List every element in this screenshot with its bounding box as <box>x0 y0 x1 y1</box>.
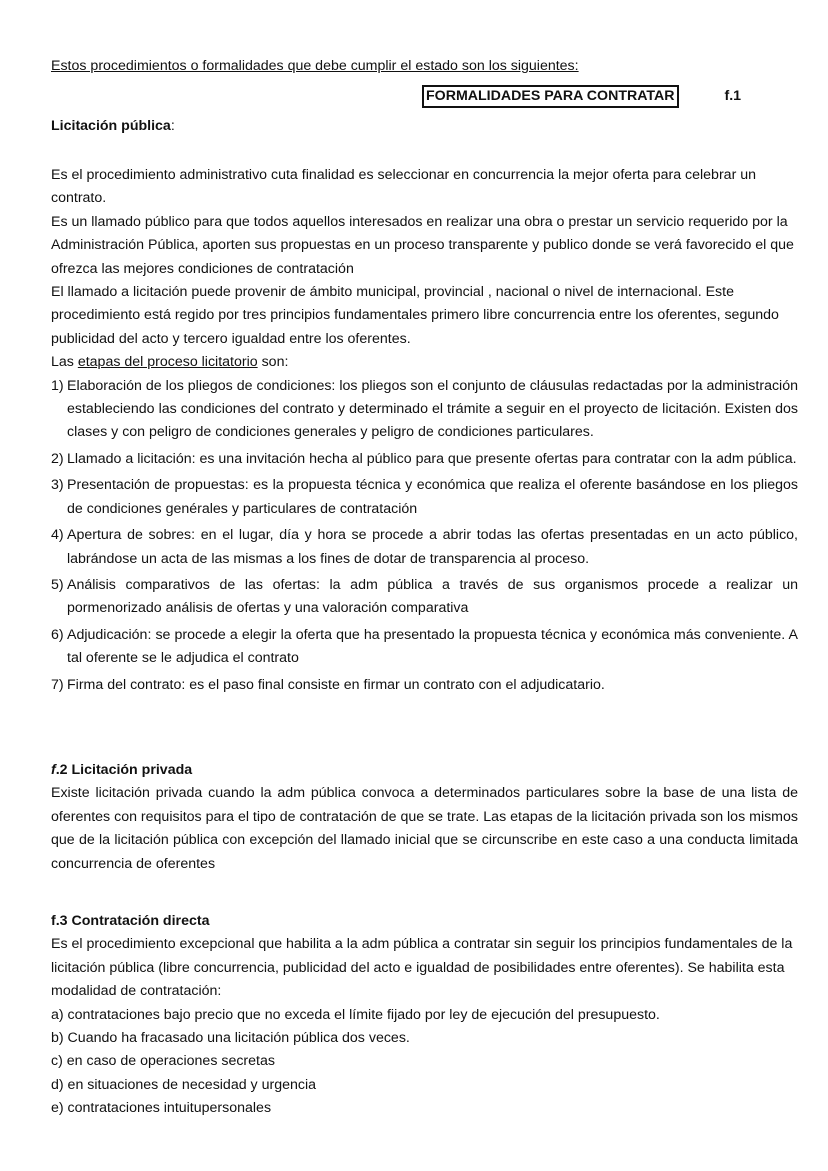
paragraph-llamado: Es un llamado público para que todos aquellos interesados en realizar una obra o prestar un servicio requerido por la Administración Pública, aporten sus propuestas en un proceso transparente y publico donde se verá favorecido el que ofrezca las mejores condiciones de contratación <box>51 213 794 277</box>
paragraph-privada: Existe licitación privada cuando la adm pública convoca a determinados particulares sobre la base de una lista de oferentes con requisitos para el tipo de contratación de que se trate. Las etapas de la licitación privada son los mismos que de la licitación pública con excepción del llamado inicial que se circunscribe en este caso a una conducta limitada concurrencia de oferentes <box>51 785 798 872</box>
list-item: c) en caso de operaciones secretas <box>51 1053 275 1070</box>
list-item: e) contrataciones intuitupersonales <box>51 1100 272 1117</box>
list-item: 4) Apertura de sobres: en el lugar, día y hora se procede a abrir todas las ofertas presentadas en un acto público, labrándose un acta de las mismas a los fines de dotar de transparencia al proceso. <box>51 527 798 567</box>
section-licitacion-privada <box>51 759 798 876</box>
list-item: 6) Adjudicación: se procede a elegir la oferta que ha presentado la propuesta técnica y económica más conveniente. A tal oferente se le adjudica el contrato <box>51 626 798 667</box>
intro-line <box>51 55 798 78</box>
list-item: 7) Firma del contrato: es el paso final consiste en firmar un contrato con el adjudicatario. <box>51 676 605 693</box>
section-contratacion-directa <box>51 910 798 1121</box>
section-code-f1: f.1 <box>724 88 742 104</box>
paragraph-definition: Es el procedimiento administrativo cuta finalidad es seleccionar en concurrencia la mejor oferta para celebrar un contrato. <box>51 167 757 207</box>
list-item: 1) Elaboración de los pliegos de condiciones: los pliegos son el conjunto de cláusulas redactadas por la administración estableciendo las condiciones del contrato y determinado el trámite a seguir en el proyecto de licitación. Existen dos clases y con peligro de condiciones generales y peligro de condiciones particulares. <box>51 377 798 441</box>
list-item: 5) Análisis comparativos de las ofertas: la adm pública a través de sus organismos procede a realizar un pormenorizado análisis de ofertas y una valoración comparativa <box>51 576 798 617</box>
paragraph-directa: Es el procedimiento excepcional que habilita a la adm pública a contratar sin seguir los principios fundamentales de la licitación pública (libre concurrencia, publicidad del acto e igualdad de posibilidades entre oferentes). Se habilita esta modalidad de contratación: <box>51 936 793 1000</box>
formalidades-box: FORMALIDADES PARA CONTRATAR <box>422 85 679 108</box>
list-item: 2) Llamado a licitación: es una invitación hecha al público para que presente ofertas para contratar con la adm pública. <box>51 450 797 467</box>
paragraph-principios: El llamado a licitación puede provenir de ámbito municipal, provincial , nacional o nivel de internacional. Este procedimiento está regido por tres principios fundamentales primero libre concurrencia entre los oferentes, segundo publicidad del acto y tercero igualdad entre los oferentes. <box>51 284 779 347</box>
list-item: 3) Presentación de propuestas: es la propuesta técnica y económica que realiza el oferente basándose en los pliegos de condiciones genérales y particulares de contratación <box>51 477 798 517</box>
list-item: a) contrataciones bajo precio que no exceda el límite fijado por ley de ejecución del presupuesto. <box>51 1006 660 1023</box>
stages-intro: Las etapas del proceso licitatorio son: <box>51 354 289 371</box>
list-item: b) Cuando ha fracasado una licitación pública dos veces. <box>51 1030 410 1047</box>
intro-text: Estos procedimientos o formalidades que debe cumplir el estado son los siguientes: <box>51 58 579 74</box>
stages-list <box>51 375 798 697</box>
heading-contratacion-directa: f.3 Contratación directa <box>51 913 210 929</box>
heading-licitacion-privada: f.2 Licitación privada <box>51 762 193 778</box>
list-item: d) en situaciones de necesidad y urgencia <box>51 1076 317 1093</box>
section-licitacion-publica <box>51 164 798 700</box>
heading-licitacion-publica: Licitación pública: <box>51 118 175 134</box>
formalidades-header <box>422 85 798 108</box>
